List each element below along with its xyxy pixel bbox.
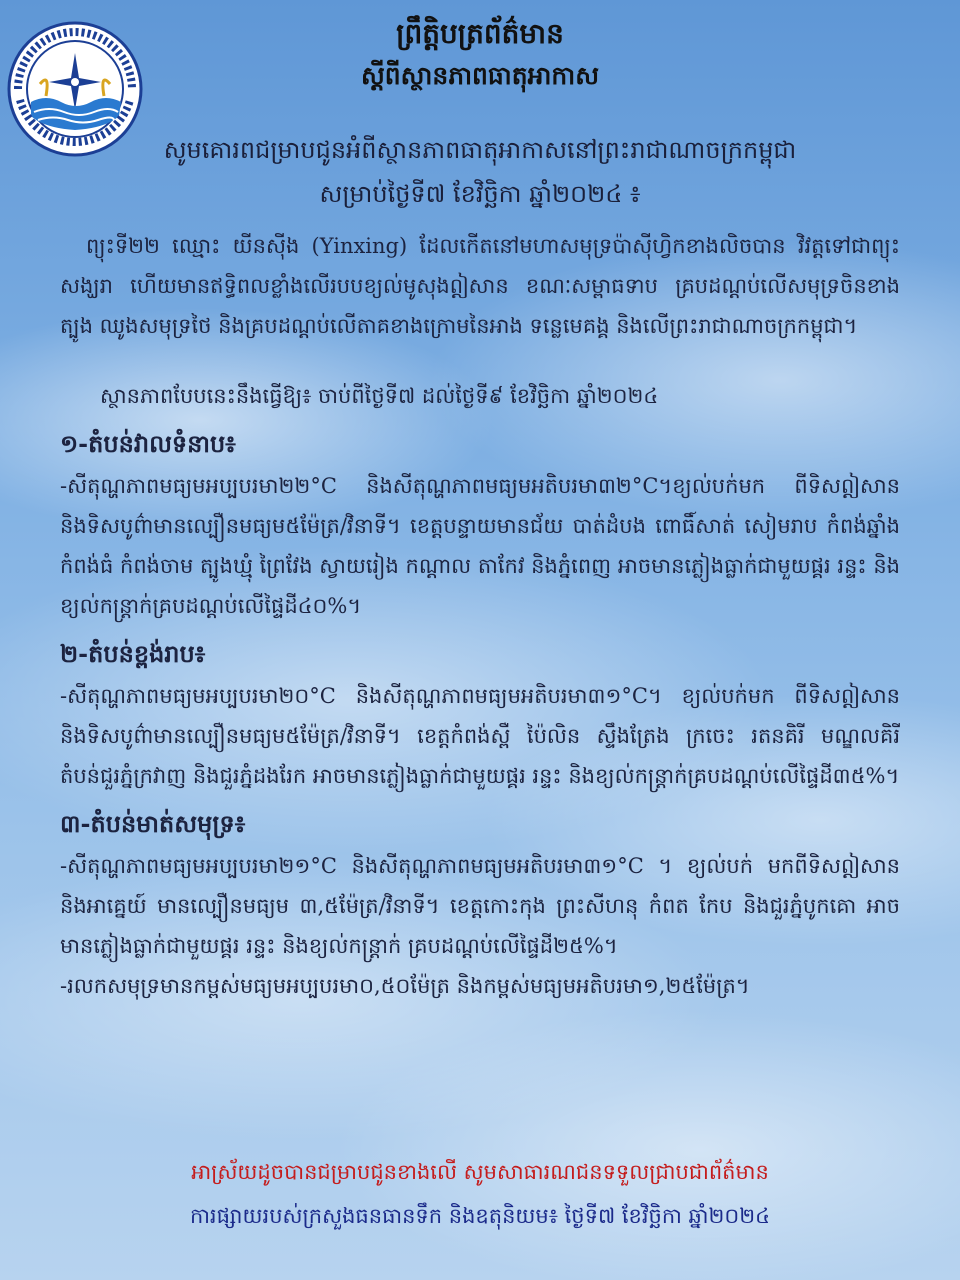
region-heading: ៣-តំបន់មាត់សមុទ្រ៖ [60,809,246,838]
footer-notice: អាស្រ័យដូចបានជម្រាបជូនខាងលើ សូមសាធារណជនទទួលជ្រាបជាព័ត៌មាន [191,1160,769,1184]
intro-line-1: សូមគោរពជម្រាបជូនអំពីស្ថានភាពធាតុអាកាសនៅព្រះរាជាណាចក្រកម្ពុជា [163,136,797,164]
footer-publisher: ការផ្សាយរបស់ក្រសួងធនធានទឹក និងឧតុនិយម៖ ថ្ងៃទី៧ ខែវិច្ឆិកា ឆ្នាំ២០២៤ [189,1204,771,1228]
bulletin-subtitle: ស្ដីពីស្ថានភាពធាតុអាកាស [360,61,600,90]
region-heading: ២-តំបន់ខ្ពង់រាប៖ [60,639,206,668]
region-lowland [60,422,900,626]
intro-line-2: សម្រាប់ថ្ងៃទី៧ ខែវិច្ឆិកា ឆ្នាំ២០២៤ ៖ [319,180,641,208]
wave-height-text: -រលកសមុទ្រមានកម្ពស់មធ្យមអប្បបរមា០,៥០ម៉ែត្រ និងកម្ពស់មធ្យមអតិបរមា១,២៥ម៉ែត្រ។ [60,974,750,998]
region-coastal [60,802,900,1006]
storm-paragraph: ព្យុះទី២២ ឈ្មោះ យីនស៊ីង (Yinxing) ដែលកើតនៅមហាសមុទ្រប៉ាស៊ីហ្វិកខាងលិចបាន វិវត្តទៅជាព្យុះសង្ឃរា ហើយមានឥទ្ធិពលខ្លាំងលើរបបខ្យល់មូសុងឦសាន ខណៈសម្ពាធទាប គ្របដណ្ដប់លើសមុទ្រចិនខាងត្បូង ឈូងសមុទ្រថៃ និងគ្របដណ្ដប់លើតាគខាងក្រោមនៃអាង ទន្លេមេគង្គ និងលើព្រះរាជាណាចក្រកម្ពុជា។ [60,234,900,338]
region-plateau [60,632,900,796]
region-text: -សីតុណ្ហភាពមធ្យមអប្បបរមា២២°C និងសីតុណ្ហភាពមធ្យមអតិបរមា៣២°C។ខ្យល់បក់មក ពីទិសឦសាន និងទិសបូព៌ាមានល្បឿនមធ្យម៥ម៉ែត្រ/វិនាទី។ ខេត្តបន្ទាយមានជ័យ បាត់ដំបង ពោធិ៍សាត់ សៀមរាប កំពង់ឆ្នាំង កំពង់ធំ កំពង់ចាម ត្បូងឃ្មុំ ព្រៃវែង ស្វាយរៀង កណ្ដាល តាកែវ និងភ្នំពេញ អាចមានភ្លៀងធ្លាក់ជាមួយផ្គរ រន្ទះ និងខ្យល់កន្ត្រាក់គ្របដណ្ដប់លើផ្ទៃដី៤០%។ [60,474,900,618]
bulletin-body [60,226,900,1006]
bulletin-header [300,12,660,96]
region-text: -សីតុណ្ហភាពមធ្យមអប្បបរមា២១°C និងសីតុណ្ហភាពមធ្យមអតិបរមា៣១°C ។ ខ្យល់បក់ មកពីទិសឦសាន និងអាគ្នេយ៍ មានល្បឿនមធ្យម ៣,៥ម៉ែត្រ/វិនាទី។ ខេត្តកោះកុង ព្រះសីហនុ កំពត កែប និងជួរភ្នំបូកគោ អាចមានភ្លៀងធ្លាក់ជាមួយផ្គរ រន្ទះ និងខ្យល់កន្ត្រាក់ គ្របដណ្ដប់លើផ្ទៃដី២៥%។ [60,854,900,958]
region-heading: ១-តំបន់វាលទំនាប៖ [60,429,236,458]
region-text: -សីតុណ្ហភាពមធ្យមអប្បបរមា២០°C និងសីតុណ្ហភាពមធ្យមអតិបរមា៣១°C។ ខ្យល់បក់មក ពីទិសឦសាន និងទិសបូព៌ាមានល្បឿនមធ្យម៥ម៉ែត្រ/វិនាទី។ ខេត្តកំពង់ស្ពឺ ប៉ៃលិន ស្ទឹងត្រែង ក្រចេះ រតនគិរី មណ្ឌលគិរី តំបន់ជួរភ្នំក្រវាញ និងជួរភ្នំដងរែក អាចមានភ្លៀងធ្លាក់ជាមួយផ្គរ រន្ទះ និងខ្យល់កន្ត្រាក់គ្របដណ្ដប់លើផ្ទៃដី៣៥%។ [60,684,900,788]
forecast-period: ស្ថានភាពបែបនេះនឹងធ្វើឱ្យ៖ ចាប់ពីថ្ងៃទី៧ ដល់ថ្ងៃទី៩ ខែវិច្ឆិកា ឆ្នាំ២០២៤ [100,384,659,408]
bulletin-title: ព្រឹត្តិបត្រព័ត៌មាន [396,17,564,50]
intro-block [100,128,860,216]
